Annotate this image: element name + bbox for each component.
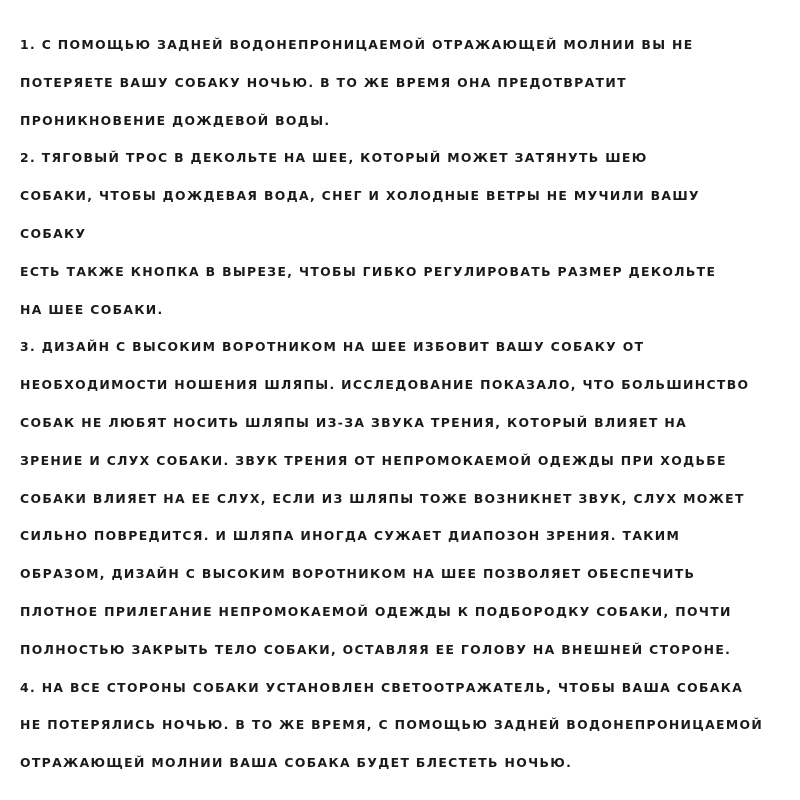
text-line: 3. ДИЗАЙН С ВЫСОКИМ ВОРОТНИКОМ НА ШЕЕ ИЗБОВИТ ВАШУ СОБАКУ ОТ	[20, 339, 645, 355]
text-line: ПРОНИКНОВЕНИЕ ДОЖДЕВОЙ ВОДЫ.	[20, 112, 331, 128]
text-line: 1. С ПОМОЩЬЮ ЗАДНЕЙ ВОДОНЕПРОНИЦАЕМОЙ ОТРАЖАЮЩЕЙ МОЛНИИ ВЫ НЕ	[20, 37, 694, 52]
text-line: ПОЛНОСТЬЮ ЗАКРЫТЬ ТЕЛО СОБАКИ, ОСТАВЛЯЯ ЕЕ ГОЛОВУ НА ВНЕШНЕЙ СТОРОНЕ.	[20, 641, 732, 657]
text-line: НА ШЕЕ СОБАКИ.	[20, 301, 164, 317]
text-line: ЕСТЬ ТАКЖЕ КНОПКА В ВЫРЕЗЕ, ЧТОБЫ ГИБКО РЕГУЛИРОВАТЬ РАЗМЕР ДЕКОЛЬТЕ	[20, 263, 717, 279]
text-line: СОБАКИ ВЛИЯЕТ НА ЕЕ СЛУХ, ЕСЛИ ИЗ ШЛЯПЫ ТОЖЕ ВОЗНИКНЕТ ЗВУК, СЛУХ МОЖЕТ	[20, 490, 745, 506]
text-line: СИЛЬНО ПОВРЕДИТСЯ. И ШЛЯПА ИНОГДА СУЖАЕТ ДИАПОЗОН ЗРЕНИЯ. ТАКИМ	[20, 528, 681, 544]
text-line: 4. НА ВСЕ СТОРОНЫ СОБАКИ УСТАНОВЛЕН СВЕТООТРАЖАТЕЛЬ, ЧТОБЫ ВАША СОБАКА	[20, 679, 744, 695]
text-line: СОБАКИ, ЧТОБЫ ДОЖДЕВАЯ ВОДА, СНЕГ И ХОЛОДНЫЕ ВЕТРЫ НЕ МУЧИЛИ ВАШУ	[20, 188, 700, 204]
text-line: ОТРАЖАЮЩЕЙ МОЛНИИ ВАША СОБАКА БУДЕТ БЛЕСТЕТЬ НОЧЬЮ.	[20, 755, 573, 771]
text-line: НЕОБХОДИМОСТИ НОШЕНИЯ ШЛЯПЫ. ИССЛЕДОВАНИЕ ПОКАЗАЛО, ЧТО БОЛЬШИНСТВО	[20, 377, 750, 393]
product-description	[20, 30, 790, 786]
text-line: СОБАК НЕ ЛЮБЯТ НОСИТЬ ШЛЯПЫ ИЗ-ЗА ЗВУКА ТРЕНИЯ, КОТОРЫЙ ВЛИЯЕТ НА	[20, 414, 688, 430]
text-line: 2. ТЯГОВЫЙ ТРОС В ДЕКОЛЬТЕ НА ШЕЕ, КОТОРЫЙ МОЖЕТ ЗАТЯНУТЬ ШЕЮ	[20, 150, 648, 166]
text-line: ПЛОТНОЕ ПРИЛЕГАНИЕ НЕПРОМОКАЕМОЙ ОДЕЖДЫ К ПОДБОРОДКУ СОБАКИ, ПОЧТИ	[20, 603, 732, 619]
text-line: СОБАКУ	[20, 225, 87, 241]
text-line: НЕ ПОТЕРЯЛИСЬ НОЧЬЮ. В ТО ЖЕ ВРЕМЯ, С ПОМОЩЬЮ ЗАДНЕЙ ВОДОНЕПРОНИЦАЕМОЙ	[20, 717, 764, 733]
text-line: ПОТЕРЯЕТЕ ВАШУ СОБАКУ НОЧЬЮ. В ТО ЖЕ ВРЕМЯ ОНА ПРЕДОТВРАТИТ	[20, 74, 627, 90]
text-line: ЗРЕНИЕ И СЛУХ СОБАКИ. ЗВУК ТРЕНИЯ ОТ НЕПРОМОКАЕМОЙ ОДЕЖДЫ ПРИ ХОДЬБЕ	[20, 452, 727, 468]
text-line: ОБРАЗОМ, ДИЗАЙН С ВЫСОКИМ ВОРОТНИКОМ НА ШЕЕ ПОЗВОЛЯЕТ ОБЕСПЕЧИТЬ	[20, 566, 696, 582]
